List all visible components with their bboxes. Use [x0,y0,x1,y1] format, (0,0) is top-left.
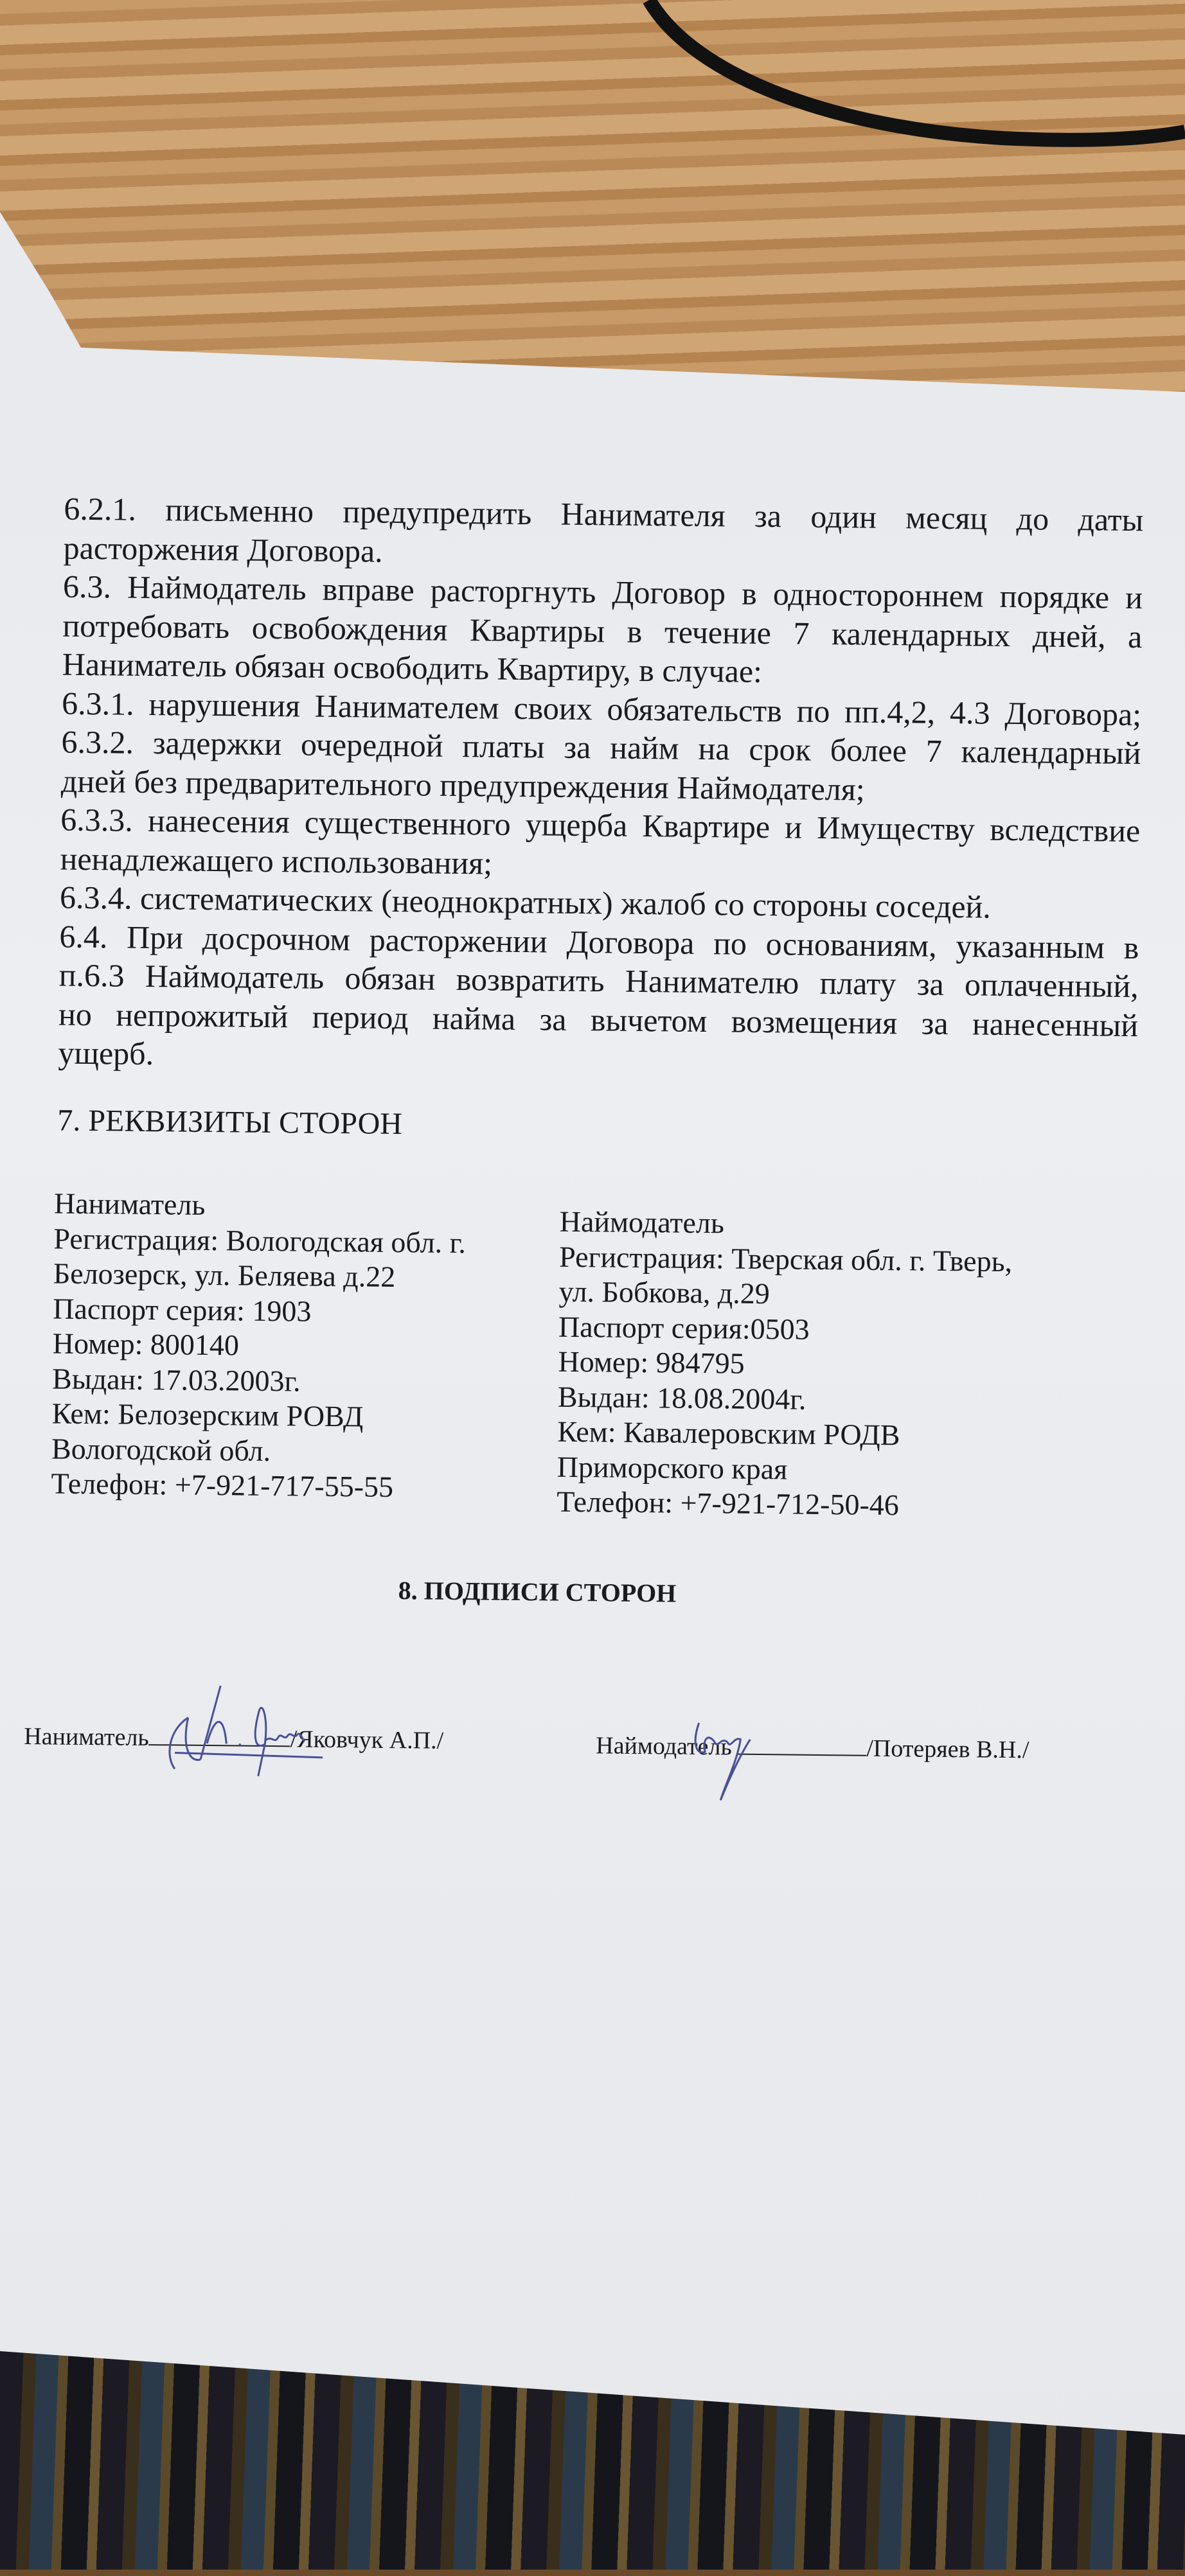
clause-line: Наниматель обязан освободить Квартиру, в случае: [62,646,763,689]
landlord-signature-label: Наймодатель [596,1732,733,1761]
landlord-detail-line: Приморского края [557,1450,788,1485]
landlord-signature-block [596,1731,1029,1764]
landlord-detail-line: Кем: Кавалеровским РОДВ [557,1415,900,1452]
clause-line: 6.4. При досрочном расторжении Договора по основаниям, указанным в [59,918,1139,966]
tenant-detail-line: Вологодской обл. [51,1431,271,1467]
tenant-detail-line: Регистрация: Вологодская обл. г. [53,1221,467,1259]
clause-line: 6.3.3. нанесения существенного ущерба Квартире и Имуществу вследствие [60,801,1141,849]
landlord-details [557,1204,1013,1524]
signatures-row [24,1722,1149,1764]
landlord-detail-line: Выдан: 18.08.2004г. [557,1380,806,1416]
landlord-handwritten-signature [679,1704,783,1808]
clause-line: потребовать освобождения Квартиры в течение 7 календарных дней, а [62,607,1143,655]
landlord-detail-line: ул. Бобкова, д.29 [558,1275,771,1310]
landlord-detail-line: Номер: 984795 [558,1345,745,1380]
landlord-detail-line: Телефон: +7-921-712-50-46 [556,1485,900,1522]
tenant-detail-line: Телефон: +7-921-717-55-55 [51,1467,394,1504]
tenant-detail-line: Паспорт серия: 1903 [53,1291,312,1328]
tenant-detail-line: Выдан: 17.03.2003г. [51,1361,301,1398]
clause-line: 6.2.1. письменно предупредить Нанимателя за один месяц до даты [64,490,1144,538]
clause-line: расторжения Договора. [63,529,384,569]
tenant-detail-line: Белозерск, ул. Беляева д.22 [53,1257,396,1294]
landlord-detail-line: Паспорт серия:0503 [558,1310,810,1346]
landlord-detail-line: Регистрация: Тверская обл. г. Тверь, [558,1240,1013,1278]
contract-clauses [58,490,1143,1084]
section-8-heading: 8. ПОДПИСИ СТОРОН [398,1576,677,1608]
tenant-detail-line: Номер: 800140 [52,1327,240,1362]
clause-line: но непрожитый период найма за вычетом возмещения за нанесенный [58,996,1139,1043]
clause-line: ущерб. [58,1034,154,1072]
clause-line: 6.3. Наймодатель вправе расторгнуть Договор в одностороннем порядке и [62,568,1143,616]
clause-line: 6.3.2. задержки очередной платы за найм на срок более 7 календарный [61,723,1141,772]
landlord-name: /Потеряев В.Н./ [866,1734,1029,1764]
tenant-detail-line: Наниматель [53,1187,206,1221]
clause-line: 6.3.4. систематических (неоднократных) жалоб со стороны соседей. [59,879,992,925]
tenant-details [51,1186,467,1505]
tenant-signature-label: Наниматель [24,1723,149,1752]
clause-line: п.6.3 Наймодатель обязан возвратить Нанимателю плату за оплаченный, [58,957,1139,1005]
tenant-name: /Яковчук А.П./ [290,1725,444,1754]
clause-line: 6.3.1. нарушения Нанимателем своих обязательств по пп.4,2, 4.3 Договора; [61,685,1142,732]
tenant-detail-line: Кем: Белозерским РОВД [51,1397,364,1433]
tenant-handwritten-signature [162,1679,330,1790]
clause-line: дней без предварительного предупреждения Наймодателя; [60,763,865,807]
landlord-detail-line: Наймодатель [559,1204,725,1240]
section-7-heading: 7. РЕКВИЗИТЫ СТОРОН [57,1103,403,1142]
clause-line: ненадлежащего использования; [60,840,493,881]
